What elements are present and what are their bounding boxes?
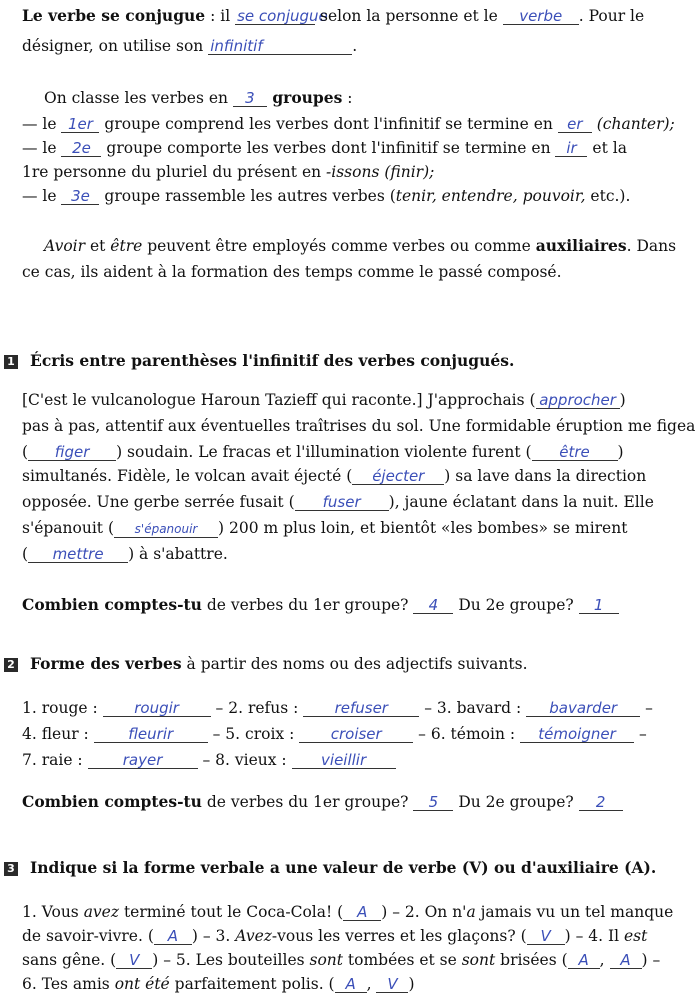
ex2-answer-2: refuser	[303, 700, 419, 717]
ex2-answer-5: croiser	[299, 726, 413, 743]
exercise-3-number: 3	[4, 862, 18, 876]
ex1-answer-6: s'épanouir	[114, 521, 218, 538]
exercise-3-header	[4, 858, 657, 878]
group-2-line: — le 2e groupe comporte les verbes dont l'infinitif se termine en ir et la	[22, 139, 627, 157]
ex3-answer-6b: V	[376, 976, 408, 993]
answer-2e: 2e	[61, 140, 101, 157]
ex3-line-3: sans gêne. ( V ) – 5. Les bouteilles sont tombées et se sont brisées ( A , A ) –	[22, 951, 661, 969]
intro-term: Le verbe se conjugue	[22, 6, 206, 25]
group-2-line-b: 1re personne du pluriel du présent en -issons (finir);	[22, 163, 435, 181]
exercise-2-number: 2	[4, 658, 18, 672]
ex3-answer-3: V	[527, 928, 565, 945]
ex2-answer-8: vieillir	[292, 752, 396, 769]
ex1-line-7: ( mettre ) à s'abattre.	[22, 545, 228, 563]
auxiliaries-line-2: ce cas, ils aident à la formation des temps comme le passé composé.	[22, 263, 562, 281]
answer-infinitif: infinitif	[208, 38, 352, 55]
ex3-answer-1: A	[343, 904, 381, 921]
auxiliaries-line-1: Avoir et être peuvent être employés comme verbes ou comme auxiliaires. Dans	[44, 236, 677, 255]
ex3-line-2: de savoir-vivre. ( A ) – 3. Avez-vous les verres et les glaçons? ( V ) – 4. Il est	[22, 927, 648, 945]
ex1-count-question: Combien comptes-tu de verbes du 1er groupe? 4 Du 2e groupe? 1	[22, 595, 604, 615]
exercise-1-header	[4, 351, 604, 371]
ex3-answer-4: V	[116, 952, 152, 969]
intro-line-2: désigner, on utilise son infinitif .	[22, 37, 358, 55]
ex3-answer-6a: A	[335, 976, 367, 993]
ex2-count-1er: 5	[413, 794, 453, 811]
ex2-count-question: Combien comptes-tu de verbes du 1er groupe? 5 Du 2e groupe? 2	[22, 792, 604, 812]
ex1-line-4: simultanés. Fidèle, le volcan avait éjecté ( éjecter ) sa lave dans la direction	[22, 467, 647, 485]
ex1-line-3: ( figer ) soudain. Le fracas et l'illumination violente furent ( être )	[22, 443, 624, 461]
answer-ir: ir	[555, 140, 587, 157]
ex2-row-1: 1. rouge : rougir – 2. refus : refuser – 3. bavard : bavarder –	[22, 699, 653, 717]
ex1-answer-1: approcher	[536, 392, 620, 409]
group-3-line: — le 3e groupe rassemble les autres verbes (tenir, entendre, pouvoir, etc.).	[22, 187, 631, 205]
groups-intro: On classe les verbes en 3 groupes :	[44, 88, 353, 107]
answer-verbe: verbe	[503, 8, 579, 25]
group-1-line: — le 1er groupe comprend les verbes dont l'infinitif se termine en er (chanter);	[22, 115, 675, 133]
ex2-row-2: 4. fleur : fleurir – 5. croix : croiser – 6. témoin : témoigner –	[22, 725, 647, 743]
ex1-answer-7: mettre	[28, 546, 128, 563]
ex1-answer-5: fuser	[295, 494, 389, 511]
ex1-count-2e: 1	[579, 597, 619, 614]
ex1-line-5: opposée. Une gerbe serrée fusait ( fuser ), jaune éclatant dans la nuit. Elle	[22, 493, 654, 511]
ex3-answer-2: A	[154, 928, 192, 945]
ex2-count-2e: 2	[579, 794, 623, 811]
answer-3e: 3e	[61, 188, 99, 205]
ex3-line-4: 6. Tes amis ont été parfaitement polis. ( A , V )	[22, 975, 415, 993]
answer-er: er	[558, 116, 592, 133]
ex2-row-3: 7. raie : rayer – 8. vieux : vieillir	[22, 750, 604, 770]
intro-line-1: Le verbe se conjugue : il se conjugue selon la personne et le verbe . Pour le	[22, 6, 645, 25]
ex1-answer-2: figer	[28, 444, 116, 461]
exercise-2-header: 2 Forme des verbes à partir des noms ou des adjectifs suivants.	[4, 654, 604, 674]
ex2-answer-7: rayer	[88, 752, 198, 769]
answer-1er: 1er	[61, 116, 99, 133]
ex2-answer-4: fleurir	[94, 726, 208, 743]
ex1-count-1er: 4	[413, 597, 453, 614]
ex3-answer-5a: A	[568, 952, 600, 969]
exercise-3-title: Indique si la forme verbale a une valeur de verbe (V) ou d'auxiliaire (A).	[30, 858, 657, 877]
ex1-line-2: pas à pas, attentif aux éventuelles traîtrises du sol. Une formidable éruption me figea	[22, 417, 695, 435]
ex2-answer-1: rougir	[103, 700, 211, 717]
ex1-answer-3: être	[532, 444, 618, 461]
ex2-answer-3: bavarder	[526, 700, 640, 717]
answer-group-count: 3	[233, 90, 267, 107]
ex3-answer-5b: A	[610, 952, 642, 969]
exercise-1-number: 1	[4, 355, 18, 369]
ex2-answer-6: témoigner	[520, 726, 634, 743]
exercise-1-title: Écris entre parenthèses l'infinitif des verbes conjugués.	[30, 351, 515, 370]
ex1-line-6: s'épanouit ( s'épanouir ) 200 m plus loin, et bientôt «les bombes» se mirent	[22, 519, 628, 537]
ex3-line-1: 1. Vous avez terminé tout le Coca-Cola! ( A ) – 2. On n'a jamais vu un tel manque	[22, 903, 674, 921]
answer-conjugue: se conjugue	[237, 7, 328, 25]
ex1-line-1: [C'est le vulcanologue Haroun Tazieff qui raconte.] J'approchais ( approcher )	[22, 391, 626, 409]
ex1-answer-4: éjecter	[352, 468, 444, 485]
